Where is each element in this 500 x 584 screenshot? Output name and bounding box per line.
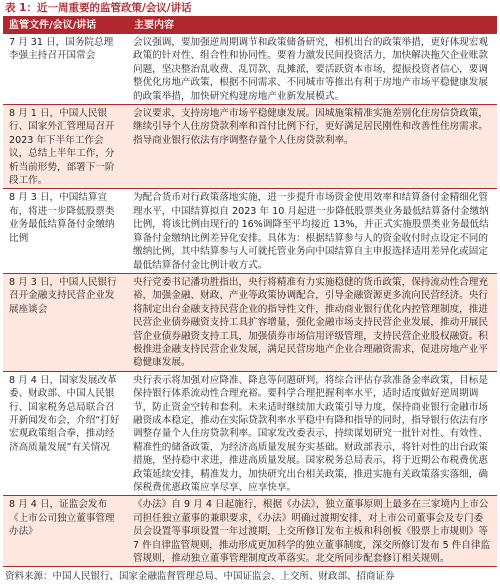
table-title: 表 1：近一周重要的监管政策/会议/讲话	[5, 2, 192, 14]
table-row	[3, 273, 497, 371]
row-policy-cell: 8 月 1 日，中国人民银行、国家外汇管理局召开 2023 年下半年工作会议，总结上半年工作，分析当前形势，部署下一阶段工作。	[3, 105, 128, 189]
row-policy-cell: 8 月 4 日，国家发展改革委、财政部、中国人民银行、国家税务总局联合召开新闻发布会，介绍“打好宏观政策组合拳，推动经济高质量发展”有关情况	[3, 371, 128, 496]
row-content-cell: 为配合货币对行政策落地实施，进一步提升市场资金使用效率和结算备付金精细化管理水平，中国结算拟自 2023 年 10 月起进一步降低股票类业务最低结算备付金缴纳比例，将该比例由现行的 16%调降至平均接近 13%，并正式实施股票类业务最低结算备付金缴纳比例差异化安排。具体为：根据结算参与人的资金收付时点设定不同的缴纳比例，其中结算参与人可就托管业务向中国结算自主申报选择适用差异化或固定最低结算备付金比例计收方式。	[128, 189, 497, 273]
table-row	[3, 189, 497, 273]
source-note: 资料来源：中国人民银行、国家金融监督管理总局、中国证监会、上交所、财政部、招商证券	[5, 571, 395, 583]
table-row	[3, 371, 497, 496]
row-policy-cell: 7 月 31 日，国务院总理李强主持召开国常会	[3, 34, 128, 105]
row-content-cell: 央行表示将加强对应降准、降息等问题研判，将综合评估存款准备金率政策，目标是保持银行体系流动性合理充裕。要科学合理把握利率水平，适时适度做好逆周期调节，防止资金空转和套利。未来适时继续加大政策引导力度，保持商业银行金融市场融资成本稳定，推动在实际贷款利率水平稳中有降和指导的同时，指导银行依法有序调整存量个人住房贷款利率。国家发改委表示，持续谋划研究一批针对性、有效性、精准性的储备政策，为经济高质量发展夯实基础。财政部表示，将针对性的出台政策措施，坚持稳中求进，推进高质量发展。国家税务总局表示，将于近期公布税费优惠政策延续安排，精准发力，加快研究出台相关政策，推进实施有关政策落实落细，确保税费优惠政策应享尽享、应享快享。	[128, 371, 497, 496]
header-policy-doc: 监管文件/会议/讲话	[3, 17, 128, 35]
table-header-row	[3, 17, 497, 35]
row-policy-cell: 8 月 4 日，证监会发布《上市公司独立董事管理办法》	[3, 496, 128, 567]
table-row	[3, 105, 497, 189]
row-policy-cell: 8 月 3 日，中国结算宣布，将进一步降低股票类业务最低结算备付金缴纳比例	[3, 189, 128, 273]
row-content-cell: 会议强调，要加强逆周期调节和政策储备研究，相机出台的政策举措，更好体现宏观政策的针对性、组合性和协同性。要着力激发民间投资活力，加快解决拖欠企业账款问题，坚决整治乱收费、乱罚款、乱摊派，要活跃资本市场，提振投资者信心，要调整优化房地产政策，根据不同需求、不同城市等推出有利于房地产市场平稳健康发展的政策举措，加快研究构建房地产业新发展模式。	[128, 34, 497, 105]
row-content-cell: 会议要求，支持房地产市场平稳健康发展。因城施策精准实施差别化住房信贷政策，继续引导个人住房贷款利率和首付比例下行，更好满足居民刚性和改善性住房需求。指导商业银行依法有序调整存量个人住房贷款利率。	[128, 105, 497, 189]
row-content-cell: 央行党委书记潘功胜指出，央行将精准有力实施稳健的货币政策，保持流动性合理充裕，加强金融、财政、产业等政策协调配合，引导金融资源更多流向民营经济。央行将制定出台金融支持民营企业的指导性文件，推动商业银行优化内控管理制度，推进民营企业债券融资支持工具扩容增量，强化金融市场支持民营企业发展，推动开展民营企业债券融资支持工具，加强债券市场信用评级管理，支持民营企业股权融资。积极推进金融支持民营企业发展，满足民营房地产企业合理融资需求，促进房地产业平稳健康发展。	[128, 273, 497, 371]
row-content-cell: 《办法》自 9 月 4 日起施行，根据《办法》，独立董事原则上最多在三家境内上市公司担任独立董事的兼职要求，《办法》明确过渡期安排，对上市公司董事会及专门委员会设置等事项设置一年过渡期，上交所修订发布主板和科创板《股票上市规则》等 7 件自律监管规则，推动形成更加科学的独立董事制度，深交所修订发布 5 件自律监管规则，推动独立董事管理制度改革落实。北交所同步配套修订相关规则。	[128, 496, 497, 567]
row-policy-cell: 8 月 3 日，中国人民银行召开金融支持民营企业发展座谈会	[3, 273, 128, 371]
header-main-content: 主要内容	[128, 17, 497, 35]
table-row	[3, 34, 497, 105]
table-row	[3, 496, 497, 567]
policy-table	[3, 16, 497, 567]
